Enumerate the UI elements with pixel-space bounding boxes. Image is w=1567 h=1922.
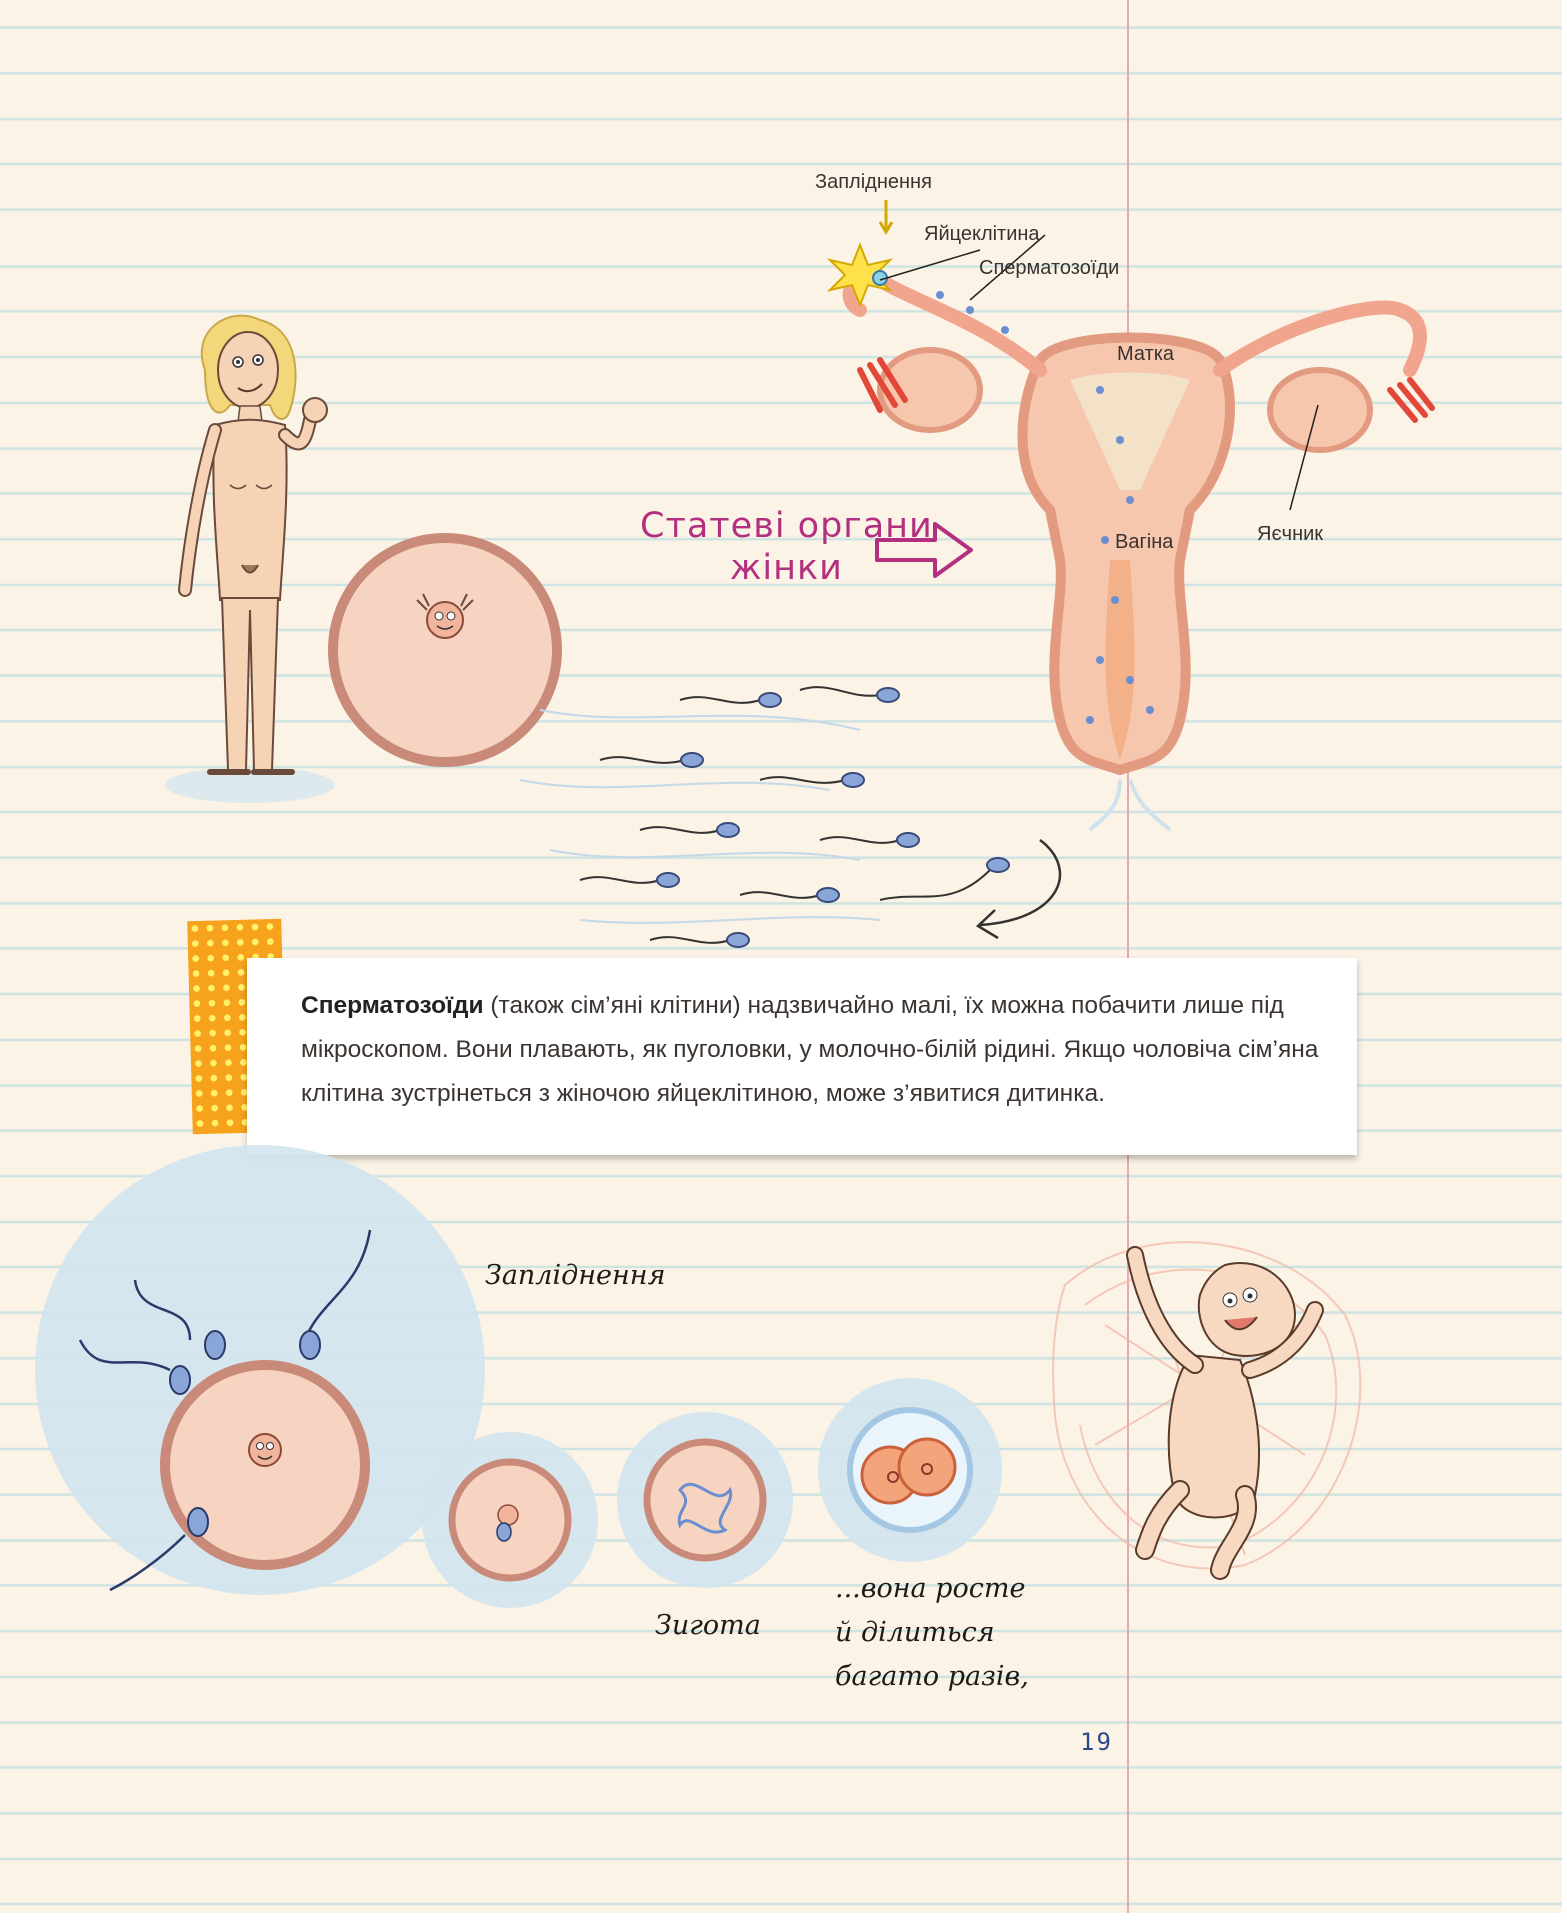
label-fertilization: Запліднення [815, 171, 932, 193]
fertilization-pointer-icon [876, 200, 896, 240]
diagram-title-line2: жінки [729, 548, 843, 588]
label-ovary: Яєчник [1257, 523, 1324, 545]
baby-figure-icon [1025, 1195, 1385, 1585]
diagram-title-line1: Статеві органи [640, 506, 933, 546]
info-note [247, 958, 1357, 1155]
sequence-grows-line2: й ділиться [835, 1617, 995, 1648]
dividing-cell-icon [815, 1375, 1005, 1565]
sequence-grows-line1: ...вона росте [835, 1573, 1026, 1604]
page-edge-bottom [0, 1913, 1567, 1922]
info-text [301, 984, 1321, 1116]
page-number: 19 [1080, 1728, 1113, 1756]
fertilized-egg-icon [420, 1430, 600, 1610]
info-term: Сперматозоїди [301, 992, 484, 1019]
sequence-fertilization-label: Запліднення [485, 1260, 666, 1291]
page-edge [1562, 0, 1567, 1922]
zygote-icon [615, 1410, 795, 1590]
sequence-zygote-label: Зигота [655, 1610, 761, 1641]
info-body: (також сім’яні клітини) надзвичайно малі, їх можна побачити лише під мікроскопом. Вони плавають, як пуголовки, у молочно-білій рідині. Якщо чоловіча сім’яна клітина зустрінеться з жіночою яйцеклітиною, може з’явитися дитинка. [301, 992, 1319, 1107]
label-egg-cell: Яйцеклітина [924, 223, 1040, 245]
label-uterus: Матка [1117, 343, 1175, 365]
sequence-grows-line3: багато разів, [835, 1661, 1029, 1692]
woman-figure-icon [150, 310, 350, 810]
label-sperm: Сперматозоїди [979, 257, 1120, 279]
sperm-swarm-icon [520, 670, 1080, 960]
label-vagina: Вагіна [1115, 531, 1174, 553]
